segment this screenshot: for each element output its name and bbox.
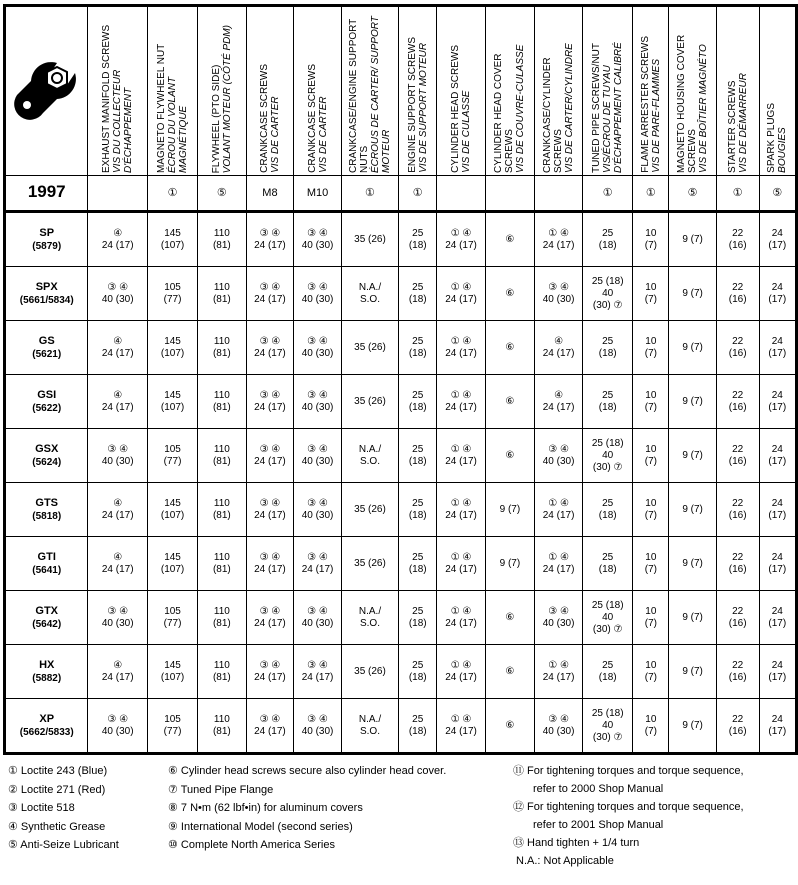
model-cell (5, 699, 88, 754)
table-cell: 145 (107) (148, 483, 198, 537)
table-cell: ① ④ 24 (17) (534, 483, 582, 537)
column-symbol: ① (148, 176, 198, 212)
model-name: GTI (37, 550, 56, 563)
model-code: (5624) (32, 456, 62, 468)
column-symbol (485, 176, 534, 212)
table-cell: 105 (77) (148, 267, 198, 321)
column-title-en: TUNED PIPE SCREWS/NUT (591, 42, 603, 173)
legend-item: refer to 2001 Shop Manual (533, 819, 664, 831)
table-cell: 25 (18) (399, 591, 437, 645)
table-cell: ③ ④ 40 (30) (294, 212, 342, 267)
table-cell: 22 (16) (716, 321, 759, 375)
table-cell: ③ ④ 24 (17) (246, 267, 294, 321)
table-cell: 9 (7) (669, 321, 716, 375)
table-cell: ③ ④ 40 (30) (88, 267, 148, 321)
table-cell: ① ④ 24 (17) (437, 429, 486, 483)
model-cell (5, 645, 88, 699)
table-cell: 35 (26) (341, 483, 398, 537)
table-cell: ① ④ 24 (17) (437, 375, 486, 429)
column-title-en: CYLINDER HEAD COVER SCREWS (493, 53, 516, 173)
model-cell (5, 537, 88, 591)
column-symbol: ⑤ (198, 176, 247, 212)
legend-item: ⑥ Cylinder head screws secure also cylinder head cover. (168, 765, 447, 777)
column-title-en: SPARK PLUGS (766, 103, 778, 173)
column-title-en: CYLINDER HEAD SCREWS (450, 45, 462, 173)
legend-item: ⑦ Tuned Pipe Flange (168, 783, 274, 796)
table-cell: ⑥ (485, 321, 534, 375)
table-cell: ③ ④ 40 (30) (88, 699, 148, 754)
model-code: (5621) (32, 348, 62, 360)
table-cell: 110 (81) (198, 483, 247, 537)
column-header (88, 6, 148, 176)
table-cell: N.A./ S.O. (341, 429, 398, 483)
table-cell: 22 (16) (716, 645, 759, 699)
legend-item: ⑧ 7 N•m (62 lbf•in) for aluminum covers (168, 802, 363, 814)
column-symbol: ⑤ (759, 176, 796, 212)
table-cell: ④ 24 (17) (534, 321, 582, 375)
table-cell: 10 (7) (633, 537, 669, 591)
table-row (5, 699, 797, 754)
table-cell: 22 (16) (716, 429, 759, 483)
table-row (5, 212, 797, 267)
table-cell: 25 (18) (399, 375, 437, 429)
column-title-fr: VIS DU COLLECTEUR D'ÉCHAPPEMENT (112, 69, 135, 173)
table-cell: 9 (7) (669, 429, 716, 483)
table-cell: ⑥ (485, 267, 534, 321)
table-cell: ③ ④ 40 (30) (294, 267, 342, 321)
column-symbol: M10 (294, 176, 342, 212)
legend-item: refer to 2000 Shop Manual (533, 783, 664, 795)
table-cell: ④ 24 (17) (88, 483, 148, 537)
table-cell: 9 (7) (669, 267, 716, 321)
table-cell: ① ④ 24 (17) (437, 483, 486, 537)
legend-col-2 (168, 762, 446, 855)
table-cell: 105 (77) (148, 429, 198, 483)
legend-item: ⑨ International Model (second series) (168, 820, 353, 833)
table-cell: ④ 24 (17) (88, 375, 148, 429)
table-cell: 22 (16) (716, 212, 759, 267)
table-cell: 22 (16) (716, 537, 759, 591)
table-cell: 25 (18) (399, 321, 437, 375)
column-title-en: STARTER SCREWS (726, 80, 738, 173)
table-cell: 10 (7) (633, 375, 669, 429)
model-name: GSI (37, 388, 57, 401)
table-cell: 24 (17) (759, 321, 796, 375)
table-cell: 110 (81) (198, 212, 247, 267)
table-cell: 110 (81) (198, 267, 247, 321)
table-cell: 24 (17) (759, 645, 796, 699)
table-cell: ③ ④ 40 (30) (534, 267, 582, 321)
table-cell: ① ④ 24 (17) (437, 699, 486, 754)
table-cell: 24 (17) (759, 537, 796, 591)
table-cell: 22 (16) (716, 699, 759, 754)
table-cell: 22 (16) (716, 483, 759, 537)
table-cell: ③ ④ 24 (17) (246, 699, 294, 754)
column-header (534, 6, 582, 176)
table-cell: ③ ④ 24 (17) (246, 591, 294, 645)
table-cell: ① ④ 24 (17) (534, 212, 582, 267)
table-cell: 22 (16) (716, 375, 759, 429)
column-title-fr: VIS DE CULASSE (461, 90, 473, 173)
table-cell: 10 (7) (633, 267, 669, 321)
table-cell: 110 (81) (198, 645, 247, 699)
legend-col-3 (513, 762, 744, 870)
table-cell: 24 (17) (759, 699, 796, 754)
table-cell: 10 (7) (633, 699, 669, 754)
column-title-fr: VIS DE CARTER (269, 96, 281, 173)
table-cell: 145 (107) (148, 537, 198, 591)
table-cell: 9 (7) (669, 483, 716, 537)
column-symbol (534, 176, 582, 212)
table-cell: 10 (7) (633, 429, 669, 483)
column-header (485, 6, 534, 176)
table-cell: 9 (7) (669, 645, 716, 699)
model-code: (5641) (32, 564, 62, 576)
table-cell: ① ④ 24 (17) (437, 321, 486, 375)
column-title-en: MAGNETO FLYWHEEL NUT (156, 43, 168, 173)
table-cell: 24 (17) (759, 591, 796, 645)
table-cell: 25 (18) (399, 699, 437, 754)
legend-item: N.A.: Not Applicable (516, 855, 614, 867)
table-cell: 24 (17) (759, 212, 796, 267)
column-symbol: ① (583, 176, 633, 212)
table-cell: ③ ④ 24 (17) (246, 212, 294, 267)
table-cell: 9 (7) (669, 537, 716, 591)
table-cell: 22 (16) (716, 591, 759, 645)
column-title-fr: VIS DE BOÎTIER MAGNÉTO (698, 44, 710, 173)
column-title-en: MAGNETO HOUSING COVER SCREWS (676, 34, 699, 173)
table-cell: ⑥ (485, 699, 534, 754)
table-row (5, 483, 797, 537)
table-cell: 25 (18) (583, 537, 633, 591)
column-header (294, 6, 342, 176)
column-header (341, 6, 398, 176)
table-cell: 25 (18) 40 (30) ⑦ (583, 429, 633, 483)
model-cell (5, 212, 88, 267)
model-name: HX (39, 658, 55, 671)
model-code: (5882) (32, 672, 62, 684)
column-header (246, 6, 294, 176)
legend-item: ⑪ For tightening torques and torque sequence, (513, 765, 744, 777)
model-name: SP (39, 226, 55, 239)
table-cell: 9 (7) (485, 483, 534, 537)
model-name: XP (39, 712, 55, 725)
model-cell (5, 267, 88, 321)
table-cell: 9 (7) (669, 212, 716, 267)
table-cell: ④ 24 (17) (88, 212, 148, 267)
table-cell: 25 (18) (583, 212, 633, 267)
wrench-nut-icon (11, 55, 83, 127)
legend-item: ⑩ Complete North America Series (168, 839, 335, 851)
table-cell: 25 (18) 40 (30) ⑦ (583, 267, 633, 321)
table-cell: ④ 24 (17) (88, 321, 148, 375)
legend-item: ② Loctite 271 (Red) (8, 783, 106, 796)
model-name: GS (38, 334, 55, 347)
table-cell: ① ④ 24 (17) (437, 267, 486, 321)
legend-item: ③ Loctite 518 (8, 802, 75, 814)
column-title-fr: VIS DE PARE-FLAMMES (650, 59, 662, 173)
column-title-fr: VIS DE CARTER (317, 96, 329, 173)
table-cell: 105 (77) (148, 591, 198, 645)
table-cell: 25 (18) (583, 321, 633, 375)
column-title-fr: VIS DE CARTER/CYLINDRE (564, 43, 576, 173)
column-title-fr: ÉCROU DU VOLANT MAGNÉTIQUE (167, 76, 190, 173)
table-cell: 35 (26) (341, 212, 398, 267)
column-header (399, 6, 437, 176)
table-cell: 25 (18) (399, 645, 437, 699)
table-cell: 9 (7) (669, 375, 716, 429)
table-cell: ③ ④ 40 (30) (294, 591, 342, 645)
table-cell: N.A./ S.O. (341, 699, 398, 754)
table-cell: 24 (17) (759, 375, 796, 429)
model-name: SPX (35, 280, 58, 293)
column-title-en: CRANKCASE/CYLINDER SCREWS (542, 57, 565, 173)
column-symbol: ① (633, 176, 669, 212)
table-cell: ③ ④ 24 (17) (246, 321, 294, 375)
table-row (5, 321, 797, 375)
model-code: (5661/5834) (19, 294, 74, 306)
table-row (5, 267, 797, 321)
table-cell: ① ④ 24 (17) (534, 537, 582, 591)
logo-cell (5, 6, 88, 176)
table-cell: ③ ④ 40 (30) (294, 699, 342, 754)
table-cell: ③ ④ 24 (17) (246, 645, 294, 699)
year-label: 1997 (27, 182, 66, 201)
table-cell: 145 (107) (148, 212, 198, 267)
table-cell: 25 (18) (583, 645, 633, 699)
column-title-en: CRANKCASE SCREWS (258, 64, 270, 173)
table-cell: ③ ④ 40 (30) (88, 429, 148, 483)
column-header (716, 6, 759, 176)
column-symbol: M8 (246, 176, 294, 212)
table-cell: ③ ④ 24 (17) (246, 537, 294, 591)
model-name: GSX (35, 442, 59, 455)
table-cell: 10 (7) (633, 483, 669, 537)
table-cell: 25 (18) (399, 212, 437, 267)
table-cell: 145 (107) (148, 321, 198, 375)
year-cell (5, 176, 88, 212)
model-name: GTX (35, 604, 59, 617)
legend-item: ⑫ For tightening torques and torque sequence, (513, 801, 744, 813)
column-symbol: ① (716, 176, 759, 212)
table-cell: 25 (18) (399, 267, 437, 321)
table-cell: ③ ④ 40 (30) (294, 375, 342, 429)
model-code: (5642) (32, 618, 62, 630)
table-cell: ③ ④ 40 (30) (534, 591, 582, 645)
table-cell: 24 (17) (759, 429, 796, 483)
table-cell: 10 (7) (633, 591, 669, 645)
table-cell: 25 (18) (399, 537, 437, 591)
table-cell: ④ 24 (17) (88, 537, 148, 591)
model-cell (5, 591, 88, 645)
table-cell: 25 (18) (583, 483, 633, 537)
table-cell: 24 (17) (759, 483, 796, 537)
table-cell: 9 (7) (669, 591, 716, 645)
torque-table (3, 4, 798, 755)
table-cell: 10 (7) (633, 645, 669, 699)
column-title-fr: VIS/ÉCROU DE TUYAU D'ÉCHAPPEMENT CALIBRÉ (602, 42, 625, 173)
table-cell: 35 (26) (341, 321, 398, 375)
column-header (583, 6, 633, 176)
table-row (5, 645, 797, 699)
column-header (437, 6, 486, 176)
column-title-fr: VOLANT MOTEUR (CÔTÉ PDM) (221, 24, 233, 173)
column-title-fr: BOUGIES (777, 127, 789, 173)
column-title-fr: VIS DE SUPPORT MOTEUR (417, 43, 429, 173)
legend-col-1 (8, 762, 119, 855)
table-row (5, 537, 797, 591)
table-row (5, 375, 797, 429)
table-cell: ⑥ (485, 375, 534, 429)
table-cell: ④ 24 (17) (88, 645, 148, 699)
table-cell: ③ ④ 24 (17) (294, 537, 342, 591)
table-cell: 10 (7) (633, 321, 669, 375)
column-title-en: FLAME ARRESTER SCREWS (639, 36, 651, 173)
column-symbol: ① (341, 176, 398, 212)
column-header (198, 6, 247, 176)
table-cell: 25 (18) 40 (30) ⑦ (583, 699, 633, 754)
table-cell: 145 (107) (148, 375, 198, 429)
column-header (759, 6, 796, 176)
column-title-en: CRANKCASE SCREWS (306, 64, 318, 173)
column-header (633, 6, 669, 176)
table-cell: ① ④ 24 (17) (437, 537, 486, 591)
table-cell: ① ④ 24 (17) (437, 212, 486, 267)
table-cell: ③ ④ 24 (17) (294, 645, 342, 699)
table-cell: 24 (17) (759, 267, 796, 321)
table-cell: ① ④ 24 (17) (437, 591, 486, 645)
legend-item: ⑬ Hand tighten + 1/4 turn (513, 837, 640, 849)
model-code: (5879) (32, 240, 62, 252)
column-symbol (437, 176, 486, 212)
column-title-fr: VIS DE DÉMARREUR (737, 72, 749, 173)
legend-item: ④ Synthetic Grease (8, 820, 106, 833)
table-cell: ③ ④ 24 (17) (246, 483, 294, 537)
table-cell: 25 (18) (399, 483, 437, 537)
table-cell: 145 (107) (148, 645, 198, 699)
table-cell: 110 (81) (198, 699, 247, 754)
model-code: (5662/5833) (19, 726, 74, 738)
table-cell: N.A./ S.O. (341, 591, 398, 645)
table-cell: 25 (18) (399, 429, 437, 483)
table-cell: 9 (7) (485, 537, 534, 591)
table-cell: 10 (7) (633, 212, 669, 267)
table-cell: ⑥ (485, 591, 534, 645)
table-cell: ③ ④ 40 (30) (294, 483, 342, 537)
table-cell: 110 (81) (198, 591, 247, 645)
table-cell: N.A./ S.O. (341, 267, 398, 321)
legend-item: ⑤ Anti-Seize Lubricant (8, 839, 119, 851)
model-cell (5, 483, 88, 537)
table-cell: ③ ④ 40 (30) (534, 429, 582, 483)
model-cell (5, 375, 88, 429)
table-cell: ⑥ (485, 212, 534, 267)
table-cell: 35 (26) (341, 537, 398, 591)
table-cell: ① ④ 24 (17) (437, 645, 486, 699)
table-cell: 35 (26) (341, 645, 398, 699)
table-cell: ③ ④ 40 (30) (294, 429, 342, 483)
table-row (5, 429, 797, 483)
table-cell: ⑥ (485, 645, 534, 699)
table-cell: ③ ④ 40 (30) (88, 591, 148, 645)
legend-item: ① Loctite 243 (Blue) (8, 765, 108, 777)
table-cell: ③ ④ 24 (17) (246, 429, 294, 483)
table-cell: 110 (81) (198, 375, 247, 429)
column-title-en: FLYWHEEL (PTO SIDE) (210, 64, 222, 173)
model-cell (5, 321, 88, 375)
column-title-fr: VIS DE COUVRE-CULASSE (515, 44, 527, 173)
column-title-en: ENGINE SUPPORT SCREWS (406, 37, 418, 173)
table-cell: 25 (18) 40 (30) ⑦ (583, 591, 633, 645)
column-title-en: EXHAUST MANIFOLD SCREWS (101, 24, 113, 173)
table-cell: 105 (77) (148, 699, 198, 754)
column-title-en: CRANKCASE/ENGINE SUPPORT NUTS (347, 18, 370, 173)
column-symbol (88, 176, 148, 212)
model-code: (5622) (32, 402, 62, 414)
table-cell: 35 (26) (341, 375, 398, 429)
model-cell (5, 429, 88, 483)
table-cell: 9 (7) (669, 699, 716, 754)
table-cell: 110 (81) (198, 321, 247, 375)
table-cell: ③ ④ 40 (30) (534, 699, 582, 754)
table-cell: 110 (81) (198, 429, 247, 483)
table-cell: ④ 24 (17) (534, 375, 582, 429)
column-symbol: ① (399, 176, 437, 212)
table-cell: ③ ④ 24 (17) (246, 375, 294, 429)
table-cell: ③ ④ 40 (30) (294, 321, 342, 375)
table-cell: ① ④ 24 (17) (534, 645, 582, 699)
model-name: GTS (35, 496, 59, 509)
table-row (5, 591, 797, 645)
table-cell: ⑥ (485, 429, 534, 483)
column-header (148, 6, 198, 176)
table-cell: 22 (16) (716, 267, 759, 321)
model-code: (5818) (32, 510, 62, 522)
column-symbol: ⑤ (669, 176, 716, 212)
table-cell: 25 (18) (583, 375, 633, 429)
column-title-fr: ÉCROUS DE CARTER/ SUPPORT MOTEUR (369, 16, 392, 173)
table-cell: 110 (81) (198, 537, 247, 591)
column-header (669, 6, 716, 176)
